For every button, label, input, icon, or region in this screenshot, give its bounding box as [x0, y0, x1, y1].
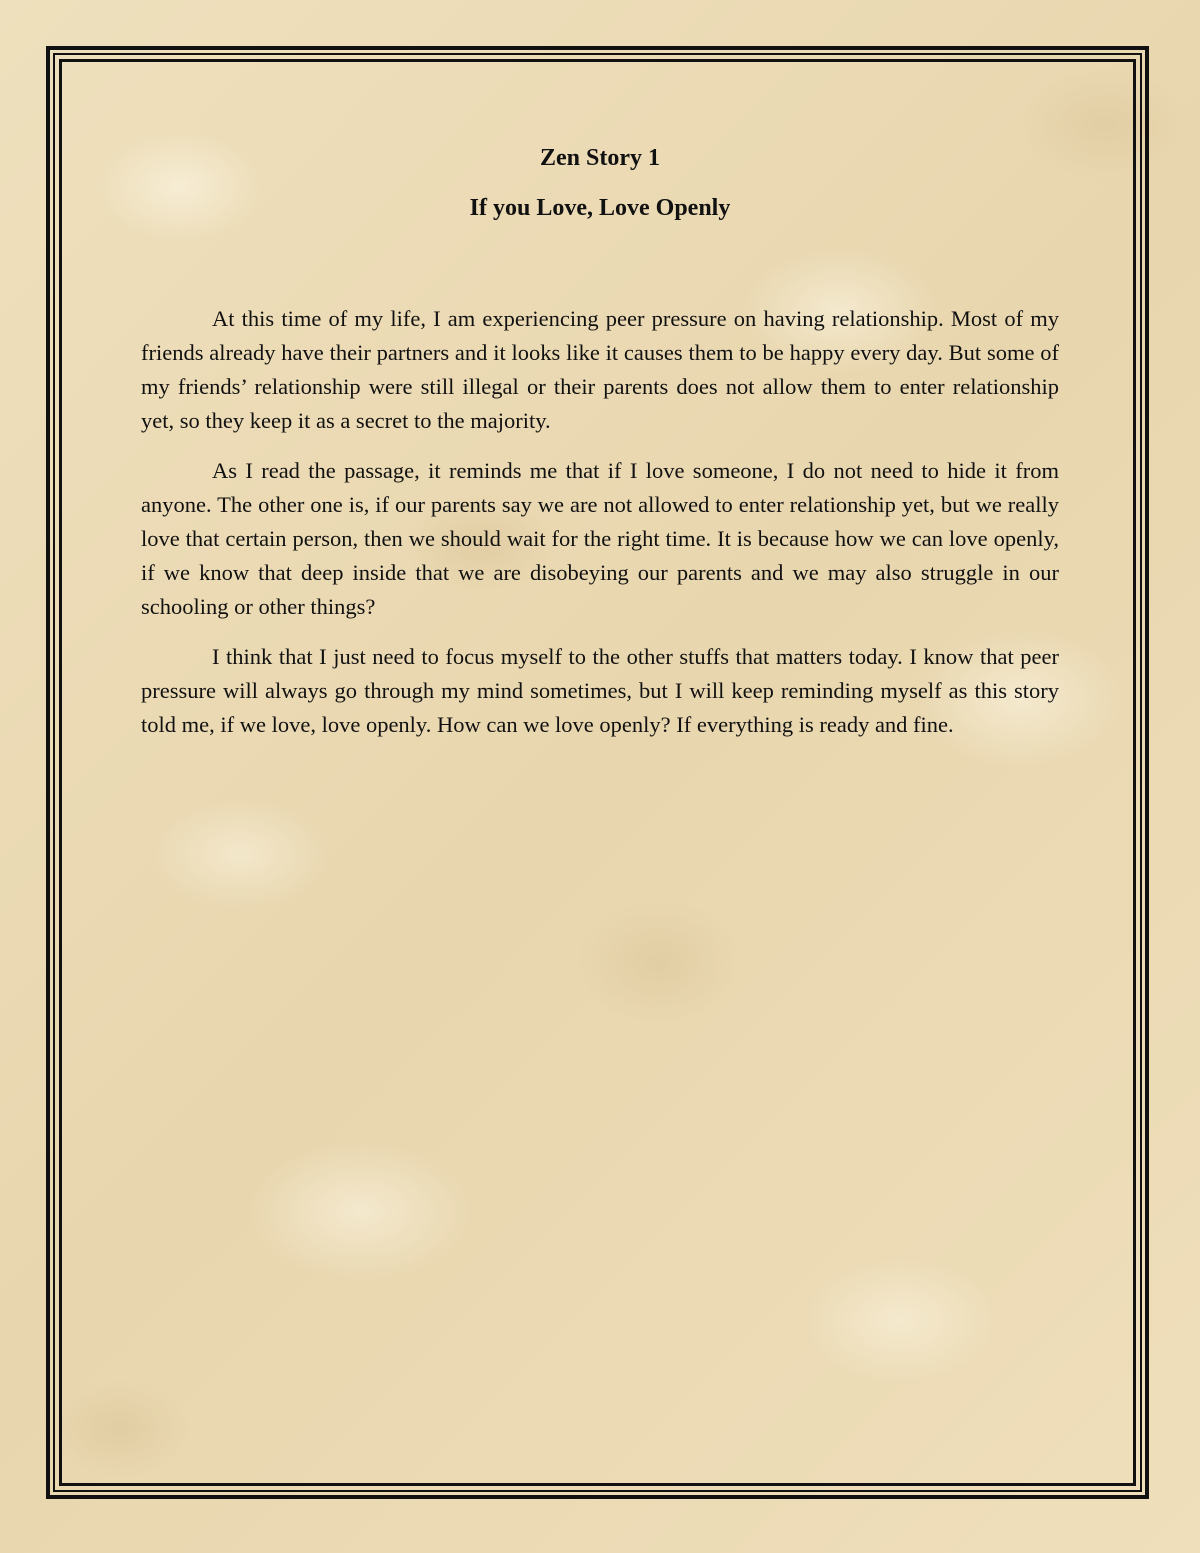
document-title: Zen Story 1 — [540, 145, 660, 171]
document-content — [141, 138, 1059, 758]
document-subtitle: If you Love, Love Openly — [469, 195, 731, 221]
paragraph-2: As I read the passage, it reminds me that if I love someone, I do not need to hide it from anyone. The other one is, if our parents say we are not allowed to enter relationship yet, but we really love that certain person, then we should wait for the right time. It is because how we can love openly, if we know that deep inside that we are disobeying our parents and we may also struggle in our schooling or other things? — [141, 458, 1059, 619]
paragraph-3: I think that I just need to focus myself to the other stuffs that matters today. I know that peer pressure will always go through my mind sometimes, but I will keep reminding myself as this story told me, if we love, love openly. How can we love openly? If everything is ready and fine. — [141, 644, 1059, 737]
document-body — [141, 302, 1059, 742]
paragraph-1: At this time of my life, I am experiencing peer pressure on having relationship. Most of my friends already have their partners and it looks like it causes them to be happy every day. But some of my friends’ relationship were still illegal or their parents does not allow them to enter relationship yet, so they keep it as a secret to the majority. — [141, 306, 1059, 433]
